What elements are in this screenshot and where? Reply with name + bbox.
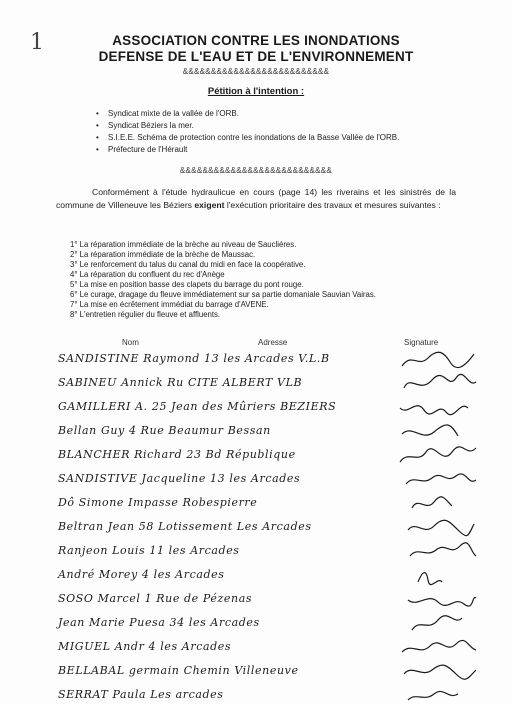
- signatory-entry: BLANCHER Richard 23 Bd République: [58, 448, 296, 461]
- signatory-entry: André Morey 4 les Arcades: [58, 568, 225, 581]
- margin-mark: 1: [30, 30, 44, 55]
- signatory-entry: Dô Simone Impasse Robespierre: [58, 496, 258, 509]
- handwritten-signature: [398, 564, 478, 588]
- handwritten-signature: [398, 348, 478, 372]
- petition-heading: Pétition à l'intention :: [207, 86, 305, 97]
- signatory-row: [58, 614, 478, 636]
- column-name-header: Nom: [122, 338, 139, 347]
- signatory-row: [58, 374, 478, 396]
- signatory-row: [58, 494, 478, 516]
- signatory-entry: SANDISTINE Raymond 13 les Arcades V.L.B: [58, 352, 330, 365]
- signatory-row: [58, 422, 478, 444]
- association-title: ASSOCIATION CONTRE LES INONDATIONS: [112, 33, 400, 48]
- handwritten-signature: [398, 396, 478, 420]
- signatory-entry: Beltran Jean 58 Lotissement Les Arcades: [58, 520, 312, 533]
- column-signature-header: Signature: [404, 338, 439, 347]
- signatory-row: [58, 350, 478, 372]
- demand-item: 8° L'entretien régulier du fleuve et affluents.: [70, 310, 221, 319]
- handwritten-signature: [398, 540, 478, 564]
- signatory-row: [58, 470, 478, 492]
- signatory-row: [58, 542, 478, 564]
- recipient-list: [108, 108, 399, 156]
- signatory-entry: SOSO Marcel 1 Rue de Pézenas: [58, 592, 253, 605]
- handwritten-signature: [398, 420, 478, 444]
- column-address-header: Adresse: [258, 338, 288, 347]
- handwritten-signature: [398, 612, 478, 636]
- signatory-entry: GAMILLERI A. 25 Jean des Mûriers BEZIERS: [58, 400, 337, 413]
- petition-body: [56, 186, 456, 212]
- recipient-item: • Syndicat Béziers la mer.: [108, 120, 399, 132]
- signatory-row: [58, 518, 478, 540]
- handwritten-signature: [398, 684, 478, 704]
- handwritten-signature: [398, 516, 478, 540]
- signatory-entry: BELLABAL germain Chemin Villeneuve: [58, 664, 299, 677]
- recipient-item: • Préfecture de l'Hérault: [108, 144, 399, 156]
- separator-middle: &&&&&&&&&&&&&&&&&&&&&&&&&&&: [179, 166, 333, 175]
- recipient-item: • S.I.E.E. Schéma de protection contre les inondations de la Basse Vallée de l'ORB.: [108, 132, 399, 144]
- signatory-entry: SABINEU Annick Ru CITE ALBERT VLB: [58, 376, 303, 389]
- signatory-row: [58, 638, 478, 660]
- signatory-entry: Jean Marie Puesa 34 les Arcades: [58, 616, 260, 629]
- signatory-entry: SERRAT Paula Les arcades: [58, 688, 224, 701]
- demand-item: 2° La réparation immédiate de la brèche de Maussac.: [70, 250, 256, 259]
- handwritten-signature: [398, 636, 478, 660]
- signatory-row: [58, 662, 478, 684]
- signatory-row: [58, 566, 478, 588]
- body-text-end: l'exécution prioritaire des travaux et mesures suivantes :: [226, 200, 441, 210]
- handwritten-signature: [398, 588, 478, 612]
- handwritten-signature: [398, 372, 478, 396]
- signatory-row: [58, 446, 478, 468]
- body-text-start: Conformément à l'étude hydraulicue en cours (page 14) les riverains et les sinistrés de la commune de Villeneuve les Béziers: [56, 187, 456, 210]
- demand-item: 6° Le curage, dragage du fleuve immédiatement sur sa partie domaniale Sauvian Vairas.: [70, 290, 376, 299]
- signatory-row: [58, 590, 478, 612]
- separator-top: &&&&&&&&&&&&&&&&&&&&&&&&&&: [182, 67, 330, 76]
- handwritten-signature: [398, 492, 478, 516]
- demand-item: 1° La réparation immédiate de la brèche au niveau de Saucliéres.: [70, 240, 297, 249]
- recipient-item: • Syndicat mixte de la vallée de l'ORB.: [108, 108, 399, 120]
- signatory-row: [58, 398, 478, 420]
- signatory-entry: Bellan Guy 4 Rue Beaumur Bessan: [58, 424, 271, 437]
- demand-item: 3° Le renforcement du talus du canal du midi en face la coopérative.: [70, 260, 306, 269]
- demand-item: 4° La réparation du confluent du rec d'Anège: [70, 270, 225, 279]
- association-subtitle: DEFENSE DE L'EAU ET DE L'ENVIRONNEMENT: [98, 49, 414, 64]
- body-emphasis: exigent: [194, 200, 225, 210]
- handwritten-signature: [398, 468, 478, 492]
- signatory-entry: MIGUEL Andr 4 les Arcades: [58, 640, 232, 653]
- signatory-entry: SANDISTIVE Jacqueline 13 les Arcades: [58, 472, 301, 485]
- signatory-row: [58, 686, 478, 704]
- handwritten-signature: [398, 444, 478, 468]
- signatory-entry: Ranjeon Louis 11 les Arcades: [58, 544, 240, 557]
- demand-item: 7° La mise en écrêtement immédiat du barrage d'AVENE.: [70, 300, 269, 309]
- handwritten-signature: [398, 660, 478, 684]
- demand-list: [70, 240, 376, 320]
- demand-item: 5° La mise en position basse des clapets du barrage du pont rouge.: [70, 280, 304, 289]
